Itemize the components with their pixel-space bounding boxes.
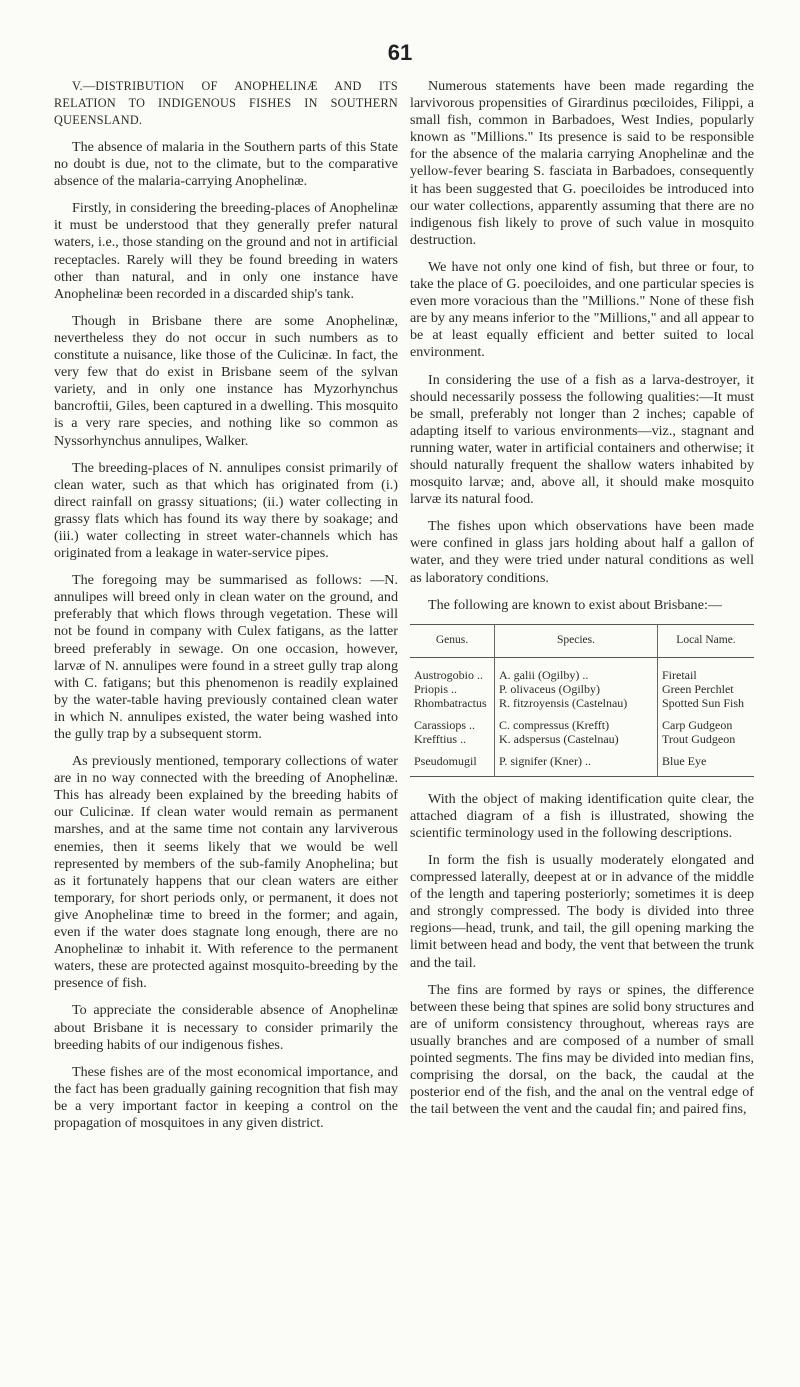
table-row — [410, 657, 754, 682]
local-name-cell: Green Perchlet — [658, 682, 755, 696]
page-number: 61 — [387, 40, 413, 65]
left-column — [54, 78, 398, 1142]
genus-cell: Pseudomugil — [414, 753, 477, 768]
column-header-genus: Genus. — [410, 624, 495, 657]
species-cell: P. olivaceus (Ogilby) — [495, 682, 658, 696]
species-cell: R. fitzroyensis (Castelnau) — [495, 696, 658, 710]
species-table — [410, 624, 754, 777]
genus-cell: Rhombatractus — [414, 695, 487, 710]
table-row — [410, 710, 754, 732]
paragraph: Numerous statements have been made regarding the larvivorous propensities of Girardinus pœciloides, Filippi, a small fish, common in Barbadoes, West Indies, popularly known as "Millions." Its presence is said to be responsible for the absence of the malaria carrying Anophelinæ and the yellow-fever bearing S. fasciata in Barbadoes, consequently it has been suggested that G. poeciloides be introduced into our water collections, apparently assuming that there are no indigenous fish likely to prove of such value in mosquito destruction. — [410, 78, 754, 248]
species-cell: A. galii (Ogilby) .. — [495, 657, 658, 682]
genus-cell: Carassiops .. — [414, 717, 475, 732]
paragraph: In considering the use of a fish as a larva-destroyer, it should necessarily possess the following qualities:—It must be small, preferably not longer than 2 inches; capable of adapting itself to various environments—viz., stagnant and running water, water in artificial containers and otherwise; it should naturally frequent the shallow waters inhabited by mosquito larvæ; and, above all, it should make mosquito larvæ its natural food. — [410, 371, 754, 508]
genus-cell: Austrogobio .. — [414, 667, 483, 682]
paragraph: In form the fish is usually moderately elongated and compressed laterally, deepest at or in advance of the middle of the length and tapering posteriorly; sometimes it is deep and strongly compressed. The body is divided into three regions—head, trunk, and tail, the gill opening marking the limit between head and body, the vent that between the trunk and the tail. — [410, 852, 754, 971]
paragraph: These fishes are of the most economical importance, and the fact has been gradually gaining recognition that fish may be a very important factor in keeping a control on the propagation of mosquitoes in any given district. — [54, 1063, 398, 1131]
genus-cell: Priopis .. — [414, 681, 458, 696]
paragraph: The absence of malaria in the Southern parts of this State no doubt is due, not to the climate, but to the comparative absence of the malaria-carrying Anophelinæ. — [54, 139, 398, 190]
paragraph: As previously mentioned, temporary collections of water are in no way connected with the breeding of Anophelinæ. This has already been explained by the breeding habits of our Culicinæ. If clean water would remain as permanent marshes, and at the same time not contain any larviverous enemies, then it seems likely that we would be well represented by members of the sub-family Anophelina; but as it fortunately happens that our clean waters are either temporary, for short periods only, or permanent, it does not give Anophelinæ time to breed in the former; and again, even if the water does stagnate long enough, there are no Anophelinæ to inhabit it. With reference to the permanent waters, these are protected against mosquito-breeding by the presence of fish. — [54, 753, 398, 992]
species-cell: K. adspersus (Castelnau) — [495, 732, 658, 746]
right-column — [410, 78, 754, 1128]
table-row — [410, 696, 754, 710]
section-heading: V.—DISTRIBUTION OF ANOPHELINÆ AND ITS RELATION TO INDIGENOUS FISHES IN SOUTHERN QUEENSLAND. — [54, 79, 398, 127]
paragraph: Firstly, in considering the breeding-places of Anophelinæ it must be understood that they generally prefer natural waters, i.e., those standing on the ground and not in artificial receptacles. Rarely will they be found breeding in waters other than natural, and in only one instance have Anophelinæ been recorded in a discarded ship's tank. — [54, 200, 398, 302]
table-row — [410, 682, 754, 696]
genus-cell: Krefftius .. — [414, 731, 467, 746]
paragraph: We have not only one kind of fish, but three or four, to take the place of G. poeciloides, and one particular species is even more voracious than the "Millions." None of these fish are by any means inferior to the "Millions," and all appear to be at least equally efficient and better suited to local environment. — [410, 258, 754, 361]
species-cell: C. compressus (Krefft) — [495, 710, 658, 732]
column-header-local-name: Local Name. — [658, 624, 755, 657]
paragraph: The fins are formed by rays or spines, the difference between these being that spines are solid bony structures and are of uniform consistency throughout, whereas rays are usually branches and are composed of a number of small pointed segments. The fins may be divided into median fins, comprising the dorsal, on the back, the caudal at the posterior end of the fish, and the anal on the ventral edge of the tail between the vent and the caudal fin; and paired fins, — [410, 981, 754, 1118]
species-cell: P. signifer (Kner) .. — [495, 746, 658, 777]
paragraph: The foregoing may be summarised as follows: —N. annulipes will breed only in clean water on the ground, and preferably that which flows through vegetation. These will not be found in company with Culex fatigans, as the latter breed preferably in sewage. On one occasion, however, larvæ of N. annulipes were found in a street gully trap along with C. fatigans; but this phenomenon is readily explained by the water-table having previously contained clean water in which N. annulipes existed, the water being washed into the gully trap by a subsequent storm. — [54, 572, 398, 742]
table-row — [410, 732, 754, 746]
local-name-cell: Carp Gudgeon — [658, 710, 755, 732]
column-header-species: Species. — [495, 624, 658, 657]
local-name-cell: Trout Gudgeon — [658, 732, 755, 746]
paragraph: The breeding-places of N. annulipes consist primarily of clean water, such as that which has originated from (i.) direct rainfall on grassy situations; (ii.) water collecting in grassy flats which has found its way there by soakage; and (iii.) water collecting in street water-channels which has originated from a leakage in water-service pipes. — [54, 459, 398, 562]
table-header-row — [410, 624, 754, 657]
paragraph: The following are known to exist about Brisbane:— — [428, 596, 722, 613]
table-row — [410, 746, 754, 777]
paragraph: The fishes upon which observations have been made were confined in glass jars holding about half a gallon of water, and they were tried under natural conditions as well as laboratory conditions. — [410, 518, 754, 586]
local-name-cell: Firetail — [658, 657, 755, 682]
paragraph: Though in Brisbane there are some Anophelinæ, nevertheless they do not occur in such numbers as to constitute a nuisance, like those of the Culicinæ. In fact, the very few that do exist in Brisbane seem of the sylvan variety, and in only one instance has Myzorhynchus bancroftii, Giles, been captured in a dwelling. This mosquito is a very rare species, and nothing like so common as Nyssorhynchus annulipes, Walker. — [54, 312, 398, 449]
paragraph: To appreciate the considerable absence of Anophelinæ about Brisbane it is necessary to consider primarily the breeding habits of our indigenous fishes. — [54, 1002, 398, 1053]
paragraph: With the object of making identification quite clear, the attached diagram of a fish is illustrated, showing the scientific terminology used in the following descriptions. — [410, 790, 754, 841]
local-name-cell: Spotted Sun Fish — [658, 696, 755, 710]
local-name-cell: Blue Eye — [658, 746, 755, 777]
